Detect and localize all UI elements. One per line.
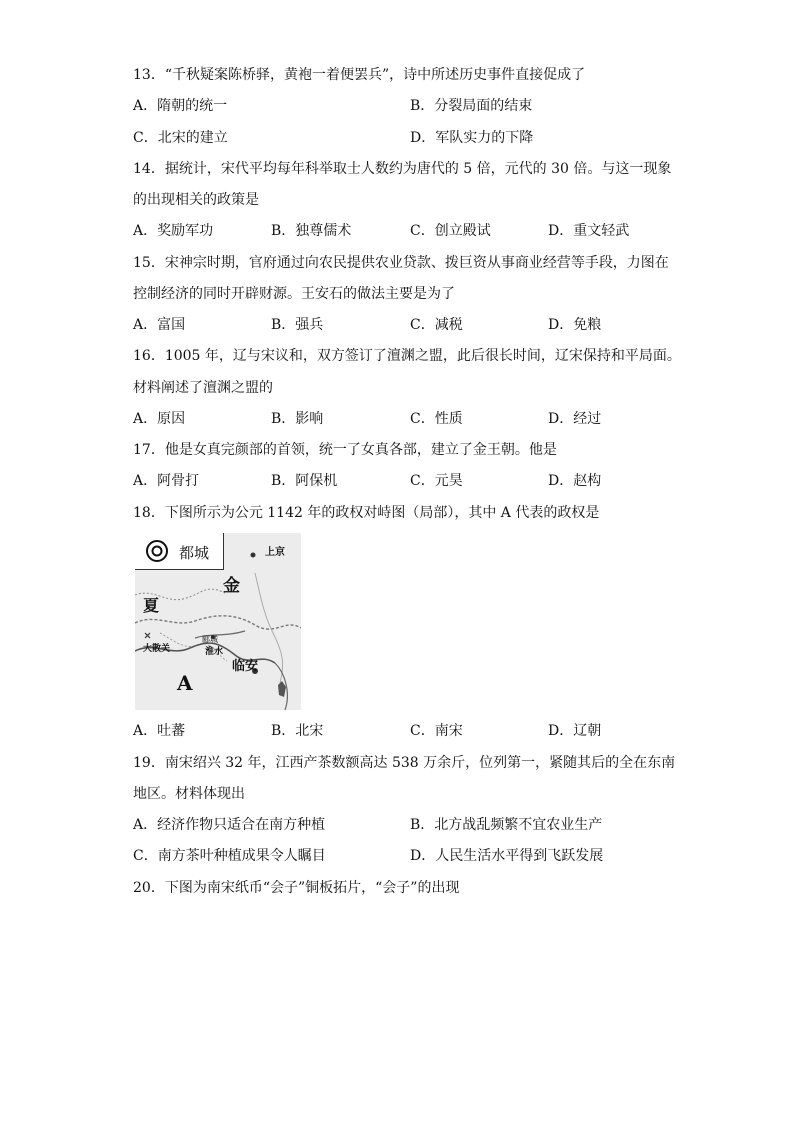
q13-option-c[interactable]: C．北宋的建立 [133,130,228,146]
map-legend [135,533,224,570]
capital-symbol-icon [141,533,181,569]
q18-option-d[interactable]: D．辽朝 [548,723,602,739]
question-19-stem-line2: 地区。材料体现出 [133,786,245,802]
q19-option-d[interactable]: D．人民生活水平得到飞跃发展 [410,848,604,864]
q17-option-c[interactable]: C．元昊 [410,473,463,489]
q17-option-d[interactable]: D．赵构 [548,473,602,489]
regime-confrontation-map [135,533,301,710]
question-13-stem: 13．“千秋疑案陈桥驿，黄袍一着便罢兵”，诗中所述历史事件直接促成了 [133,67,586,83]
q17-option-b[interactable]: B．阿保机 [271,473,338,489]
question-14-stem-line2: 的出现相关的政策是 [133,192,259,208]
q16-option-a[interactable]: A．原因 [133,411,186,427]
q19-option-a[interactable]: A．经济作物只适合在南方种植 [133,817,326,833]
question-18-stem: 18．下图所示为公元 1142 年的政权对峙图（局部），其中 A 代表的政权是 [133,505,600,521]
q14-option-b[interactable]: B．独尊儒术 [271,223,352,239]
map-label-yingcheng: 郾城 [202,635,218,644]
question-14-stem-line1: 14．据统计，宋代平均每年科举取士人数约为唐代的 5 倍，元代的 30 倍。与这一现象 [133,161,672,177]
question-16-stem-line1: 16．1005 年，辽与宋议和，双方签订了澶渊之盟，此后很长时间，辽宋保持和平局面。 [133,348,681,364]
q14-option-d[interactable]: D．重文轻武 [548,223,630,239]
map-label-xia: 夏 [143,596,160,615]
q14-option-c[interactable]: C．创立殿试 [410,223,491,239]
q13-option-b[interactable]: B．分裂局面的结束 [410,98,533,114]
q15-option-b[interactable]: B．强兵 [271,317,324,333]
map-label-jin: 金 [223,576,240,596]
q16-option-b[interactable]: B．影响 [271,411,324,427]
q15-option-d[interactable]: D．免粮 [548,317,602,333]
map-label-a: A [177,671,193,695]
q15-option-c[interactable]: C．减税 [410,317,463,333]
q19-option-c[interactable]: C．南方茶叶种植成果令人瞩目 [133,848,326,864]
question-15-stem-line1: 15．宋神宗时期，官府通过向农民提供农业贷款、拨巨资从事商业经营等手段，力图在 [133,255,669,271]
q17-option-a[interactable]: A．阿骨打 [133,473,200,489]
map-label-dasanguan: 大散关 [143,644,171,654]
q13-option-a[interactable]: A．隋朝的统一 [133,98,228,114]
q15-option-a[interactable]: A．富国 [133,317,186,333]
question-15-stem-line2: 控制经济的同时开辟财源。王安石的做法主要是为了 [133,286,455,302]
question-16-stem-line2: 材料阐述了澶渊之盟的 [133,380,273,396]
q14-option-a[interactable]: A．奖励军功 [133,223,214,239]
q19-option-b[interactable]: B．北方战乱频繁不宜农业生产 [410,817,603,833]
map-label-huaishui: 淮水 [205,647,224,657]
q18-option-a[interactable]: A．吐蕃 [133,723,186,739]
q16-option-c[interactable]: C．性质 [410,411,463,427]
q16-option-d[interactable]: D．经过 [548,411,602,427]
map-label-shangjing: 上京 [265,547,285,558]
question-20-stem: 20．下图为南宋纸币“会子”铜板拓片，“会子”的出现 [133,880,460,896]
q18-option-b[interactable]: B．北宋 [271,723,324,739]
q18-option-c[interactable]: C．南宋 [410,723,463,739]
q13-option-d[interactable]: D．军队实力的下降 [410,130,534,146]
map-label-linan: 临安 [232,659,259,674]
question-19-stem-line1: 19．南宋绍兴 32 年，江西产茶数额高达 538 万余斤，位列第一，紧随其后的全在东南 [133,755,676,771]
question-17-stem: 17．他是女真完颜部的首领，统一了女真各部，建立了金王朝。他是 [133,442,557,458]
legend-label: 都城 [179,544,210,562]
